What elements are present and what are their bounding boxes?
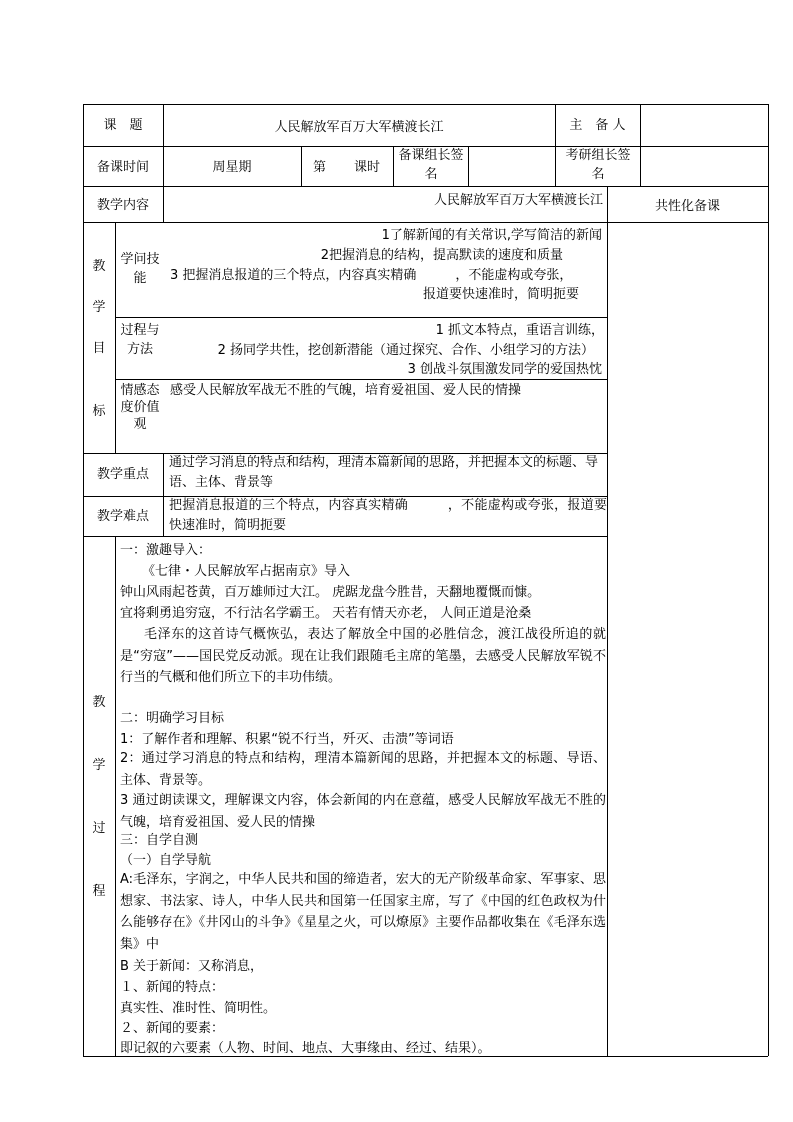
preparer-value-cell	[641, 105, 767, 145]
process-line-2: 2 扬同学共性，挖创新潜能（通过探究、合作、小组学习的方法）	[217, 343, 594, 358]
s1-poem-line-1: 钟山风雨起苍黄，百万雄师过大江。 虎踞龙盘今胜昔，天翻地覆慨而慷。	[120, 585, 541, 600]
s2-title: 二：明确学习目标	[120, 711, 225, 726]
goals-char-3: 目	[92, 341, 106, 356]
knowledge-line-4: 报道要快速准时，简明扼要	[422, 287, 579, 302]
topic-value: 人民解放军百万大军横渡长江	[274, 120, 444, 135]
preparer-label: 主 备 人	[569, 118, 626, 133]
s1-paragraph: 毛泽东的这首诗气概恢弘，表达了解放全中国的必胜信念，渡江战役所追的就是“穷寇”——国民党反动派。现在让我们跟随毛主席的笔墨，去感受人民解放军锐不行当的气概和他们所立下的丰功伟绩。	[120, 627, 606, 685]
s3-b2-text: 即记叙的六要素（人物、时间、地点、大事缘由、经过、结果）。	[120, 1041, 491, 1056]
key-points-text: 通过学习消息的特点和结构，理清本篇新闻的思路，并把握本文的标题、导语、主体、背景等	[169, 455, 599, 490]
process-label: 过程与方法	[120, 323, 160, 357]
knowledge-line-2: 2把握消息的结构，提高默读的速度和质量	[320, 248, 563, 263]
period-prefix: 第	[313, 160, 327, 175]
goals-char-2: 学	[92, 300, 106, 315]
key-points-label: 教学重点	[96, 467, 149, 482]
s3-title: 三：自学自测	[120, 833, 199, 848]
difficulties-text: 把握消息报道的三个特点，内容真实精确 ，不能虚构或夸张，报道要快速准时，简明扼要	[169, 498, 607, 533]
group-leader-sign-label: 备课组长签名	[398, 148, 464, 182]
s2-item-2: 2：通过学习消息的特点和结构，理清本篇新闻的思路，并把握本文的标题、导语、主体、背景等。	[120, 751, 606, 788]
knowledge-label: 学问技能	[120, 252, 160, 286]
knowledge-line-1: 1了解新闻的有关常识,学写简洁的新闻	[381, 228, 602, 243]
s1-poem-title: 《七律・人民解放军占据南京》导入	[142, 564, 351, 579]
s3-b2-title: ２、新闻的要素：	[120, 1021, 225, 1036]
s2-item-1: 1：了解作者和理解、积累“锐不行当，歼灭、击溃”等词语	[120, 732, 454, 747]
s2-item-3: 3 通过朗读课文，理解课文内容，体会新闻的内在意蕴，感受人民解放军战无不胜的气魄，培育爱祖国、爱人民的情操	[120, 793, 606, 830]
process-char-2: 学	[92, 758, 106, 773]
process-char-1: 教	[92, 695, 106, 710]
s3-b1-title: １、新闻的特点：	[120, 980, 225, 995]
content-label: 教学内容	[96, 198, 149, 213]
process-char-4: 程	[92, 884, 106, 899]
emotion-text: 感受人民解放军战无不胜的气魄，培育爱祖国、爱人民的情操	[170, 383, 522, 398]
s3-item-b: B 关于新闻：又称消息，	[120, 959, 264, 974]
s1-title: 一：激趣导入：	[120, 543, 212, 558]
personal-prep-label: 共性化备课	[654, 199, 720, 214]
week-label: 周星期	[212, 160, 252, 175]
s3-item-a: A:毛泽东，字润之，中华人民共和国的缔造者，宏大的无产阶级革命家、军事家、思想家、书法家、诗人，中华人民共和国第一任国家主席，写了《中国的红色政权为什么能够存在》《井冈山的斗争》《星星之火，可以燎原》主要作品都收集在《毛泽东选集》中	[120, 872, 606, 952]
topic-label: 课 题	[103, 118, 143, 133]
period-suffix: 课时	[354, 160, 381, 175]
research-leader-sign-label: 考研组长签名	[565, 148, 631, 182]
goals-char-1: 教	[92, 259, 106, 274]
difficulties-label: 教学难点	[96, 509, 149, 524]
s3-subtitle: （一）自学导航	[120, 853, 212, 868]
content-value: 人民解放军百万大军横渡长江	[433, 193, 603, 208]
s1-poem-line-2: 宜将剩勇追穷寇，不行沽名学霸王。 天若有情天亦老， 人间正道是沧桑	[120, 606, 532, 621]
process-line-1: 1 抓文本特点，重语言训练，	[435, 323, 604, 338]
emotion-label: 情感态度价值观	[120, 383, 160, 432]
process-line-3: 3 创战斗氛围激发同学的爱国热忱	[407, 362, 602, 377]
prep-time-label: 备课时间	[96, 160, 149, 175]
knowledge-line-3: 3 把握消息报道的三个特点，内容真实精确 ，不能虚构或夸张，	[170, 268, 573, 283]
s3-b1-text: 真实性、准时性、简明性。	[120, 1001, 277, 1016]
process-char-3: 过	[92, 821, 106, 836]
goals-char-4: 标	[92, 404, 106, 419]
